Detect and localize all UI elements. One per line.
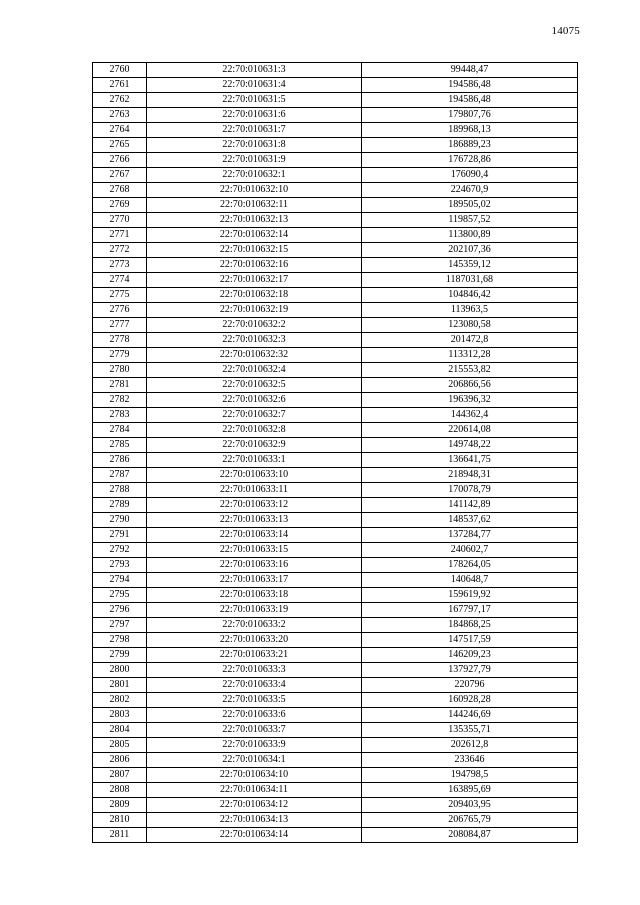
table-row (93, 408, 578, 423)
table-row (93, 393, 578, 408)
row-number-cell: 2784 (93, 423, 147, 438)
cadastral-value-cell: 240602,7 (362, 543, 578, 558)
row-number-cell: 2800 (93, 663, 147, 678)
cadastral-number-cell: 22:70:010632:10 (147, 183, 362, 198)
table-row (93, 498, 578, 513)
row-number-cell: 2769 (93, 198, 147, 213)
cadastral-value-cell: 145359,12 (362, 258, 578, 273)
cadastral-value-cell: 104846,42 (362, 288, 578, 303)
table-row (93, 303, 578, 318)
row-number-cell: 2811 (93, 828, 147, 843)
cadastral-value-cell: 178264,05 (362, 558, 578, 573)
cadastral-value-cell: 135355,71 (362, 723, 578, 738)
row-number-cell: 2776 (93, 303, 147, 318)
cadastral-value-cell: 201472,8 (362, 333, 578, 348)
cadastral-value-cell: 147517,59 (362, 633, 578, 648)
table-row (93, 93, 578, 108)
cadastral-value-cell: 144246,69 (362, 708, 578, 723)
row-number-cell: 2763 (93, 108, 147, 123)
table-row (93, 783, 578, 798)
row-number-cell: 2790 (93, 513, 147, 528)
cadastral-value-cell: 167797,17 (362, 603, 578, 618)
cadastral-value-cell: 189505,02 (362, 198, 578, 213)
row-number-cell: 2770 (93, 213, 147, 228)
cadastral-value-cell: 186889,23 (362, 138, 578, 153)
cadastral-value-cell: 215553,82 (362, 363, 578, 378)
cadastral-value-cell: 189968,13 (362, 123, 578, 138)
cadastral-value-cell: 176090,4 (362, 168, 578, 183)
table-row (93, 453, 578, 468)
table-row (93, 738, 578, 753)
cadastral-value-cell: 113312,28 (362, 348, 578, 363)
table-row (93, 828, 578, 843)
row-number-cell: 2761 (93, 78, 147, 93)
cadastral-number-cell: 22:70:010632:1 (147, 168, 362, 183)
cadastral-value-cell: 140648,7 (362, 573, 578, 588)
row-number-cell: 2773 (93, 258, 147, 273)
table-row (93, 573, 578, 588)
table-row (93, 273, 578, 288)
cadastral-value-cell: 159619,92 (362, 588, 578, 603)
table-row (93, 288, 578, 303)
table-row (93, 588, 578, 603)
cadastral-number-cell: 22:70:010633:15 (147, 543, 362, 558)
cadastral-number-cell: 22:70:010633:3 (147, 663, 362, 678)
cadastral-number-cell: 22:70:010632:15 (147, 243, 362, 258)
cadastral-number-cell: 22:70:010632:13 (147, 213, 362, 228)
row-number-cell: 2772 (93, 243, 147, 258)
row-number-cell: 2809 (93, 798, 147, 813)
cadastral-number-cell: 22:70:010631:4 (147, 78, 362, 93)
cadastral-number-cell: 22:70:010631:8 (147, 138, 362, 153)
row-number-cell: 2808 (93, 783, 147, 798)
table-row (93, 183, 578, 198)
cadastral-number-cell: 22:70:010632:7 (147, 408, 362, 423)
row-number-cell: 2771 (93, 228, 147, 243)
row-number-cell: 2793 (93, 558, 147, 573)
cadastral-number-cell: 22:70:010633:1 (147, 453, 362, 468)
table-row (93, 153, 578, 168)
row-number-cell: 2768 (93, 183, 147, 198)
table-row (93, 723, 578, 738)
table-row (93, 438, 578, 453)
row-number-cell: 2766 (93, 153, 147, 168)
cadastral-value-cell: 194586,48 (362, 78, 578, 93)
row-number-cell: 2797 (93, 618, 147, 633)
cadastral-value-cell: 141142,89 (362, 498, 578, 513)
cadastral-number-cell: 22:70:010634:10 (147, 768, 362, 783)
row-number-cell: 2778 (93, 333, 147, 348)
cadastral-number-cell: 22:70:010631:3 (147, 63, 362, 78)
cadastral-value-cell: 137284,77 (362, 528, 578, 543)
table-row (93, 468, 578, 483)
row-number-cell: 2765 (93, 138, 147, 153)
row-number-cell: 2777 (93, 318, 147, 333)
cadastral-value-cell: 170078,79 (362, 483, 578, 498)
cadastral-value-cell: 113800,89 (362, 228, 578, 243)
table-row (93, 558, 578, 573)
cadastral-value-cell: 218948,31 (362, 468, 578, 483)
cadastral-number-cell: 22:70:010632:4 (147, 363, 362, 378)
table-row (93, 243, 578, 258)
cadastral-value-cell: 119857,52 (362, 213, 578, 228)
cadastral-number-cell: 22:70:010633:16 (147, 558, 362, 573)
cadastral-value-table (92, 62, 578, 843)
cadastral-number-cell: 22:70:010633:13 (147, 513, 362, 528)
cadastral-number-cell: 22:70:010631:5 (147, 93, 362, 108)
table-row (93, 258, 578, 273)
cadastral-number-cell: 22:70:010634:1 (147, 753, 362, 768)
row-number-cell: 2786 (93, 453, 147, 468)
cadastral-value-cell: 220796 (362, 678, 578, 693)
cadastral-number-cell: 22:70:010631:9 (147, 153, 362, 168)
table-row (93, 633, 578, 648)
table-row (93, 768, 578, 783)
table-row (93, 813, 578, 828)
cadastral-value-cell: 202107,36 (362, 243, 578, 258)
cadastral-value-cell: 194586,48 (362, 93, 578, 108)
table-row (93, 528, 578, 543)
cadastral-number-cell: 22:70:010632:5 (147, 378, 362, 393)
table-row (93, 798, 578, 813)
table-row (93, 603, 578, 618)
cadastral-number-cell: 22:70:010633:9 (147, 738, 362, 753)
table-row (93, 423, 578, 438)
cadastral-number-cell: 22:70:010633:18 (147, 588, 362, 603)
table-row (93, 513, 578, 528)
cadastral-value-cell: 206765,79 (362, 813, 578, 828)
row-number-cell: 2807 (93, 768, 147, 783)
cadastral-value-cell: 137927,79 (362, 663, 578, 678)
table-row (93, 663, 578, 678)
table-row (93, 168, 578, 183)
cadastral-number-cell: 22:70:010633:6 (147, 708, 362, 723)
cadastral-value-cell: 206866,56 (362, 378, 578, 393)
cadastral-value-cell: 113963,5 (362, 303, 578, 318)
row-number-cell: 2791 (93, 528, 147, 543)
row-number-cell: 2767 (93, 168, 147, 183)
table-row (93, 648, 578, 663)
table-row (93, 63, 578, 78)
cadastral-number-cell: 22:70:010633:11 (147, 483, 362, 498)
row-number-cell: 2803 (93, 708, 147, 723)
row-number-cell: 2788 (93, 483, 147, 498)
cadastral-value-cell: 194798,5 (362, 768, 578, 783)
cadastral-number-cell: 22:70:010632:6 (147, 393, 362, 408)
cadastral-number-cell: 22:70:010632:9 (147, 438, 362, 453)
row-number-cell: 2775 (93, 288, 147, 303)
table-row (93, 708, 578, 723)
row-number-cell: 2798 (93, 633, 147, 648)
cadastral-value-cell: 99448,47 (362, 63, 578, 78)
row-number-cell: 2789 (93, 498, 147, 513)
row-number-cell: 2785 (93, 438, 147, 453)
row-number-cell: 2762 (93, 93, 147, 108)
cadastral-number-cell: 22:70:010632:11 (147, 198, 362, 213)
cadastral-value-cell: 184868,25 (362, 618, 578, 633)
table-row (93, 198, 578, 213)
table-row (93, 228, 578, 243)
cadastral-number-cell: 22:70:010632:8 (147, 423, 362, 438)
cadastral-value-cell: 1187031,68 (362, 273, 578, 288)
table-row (93, 543, 578, 558)
cadastral-value-cell: 148537,62 (362, 513, 578, 528)
cadastral-number-cell: 22:70:010632:18 (147, 288, 362, 303)
cadastral-value-cell: 176728,86 (362, 153, 578, 168)
cadastral-number-cell: 22:70:010632:32 (147, 348, 362, 363)
row-number-cell: 2780 (93, 363, 147, 378)
row-number-cell: 2779 (93, 348, 147, 363)
cadastral-number-cell: 22:70:010633:2 (147, 618, 362, 633)
table-row (93, 138, 578, 153)
table-row (93, 678, 578, 693)
cadastral-number-cell: 22:70:010633:17 (147, 573, 362, 588)
row-number-cell: 2774 (93, 273, 147, 288)
row-number-cell: 2806 (93, 753, 147, 768)
cadastral-number-cell: 22:70:010633:4 (147, 678, 362, 693)
row-number-cell: 2795 (93, 588, 147, 603)
table-row (93, 318, 578, 333)
cadastral-number-cell: 22:70:010632:14 (147, 228, 362, 243)
table-row (93, 693, 578, 708)
cadastral-value-cell: 179807,76 (362, 108, 578, 123)
cadastral-value-cell: 144362,4 (362, 408, 578, 423)
row-number-cell: 2804 (93, 723, 147, 738)
table-row (93, 483, 578, 498)
cadastral-number-cell: 22:70:010633:14 (147, 528, 362, 543)
cadastral-number-cell: 22:70:010633:21 (147, 648, 362, 663)
cadastral-value-cell: 136641,75 (362, 453, 578, 468)
cadastral-number-cell: 22:70:010633:20 (147, 633, 362, 648)
cadastral-number-cell: 22:70:010634:12 (147, 798, 362, 813)
row-number-cell: 2781 (93, 378, 147, 393)
table-row (93, 363, 578, 378)
cadastral-value-cell: 202612,8 (362, 738, 578, 753)
row-number-cell: 2792 (93, 543, 147, 558)
cadastral-value-cell: 163895,69 (362, 783, 578, 798)
cadastral-number-cell: 22:70:010634:11 (147, 783, 362, 798)
cadastral-number-cell: 22:70:010633:5 (147, 693, 362, 708)
cadastral-value-cell: 224670,9 (362, 183, 578, 198)
cadastral-value-cell: 233646 (362, 753, 578, 768)
cadastral-number-cell: 22:70:010632:2 (147, 318, 362, 333)
cadastral-number-cell: 22:70:010633:19 (147, 603, 362, 618)
table-row (93, 123, 578, 138)
table-row (93, 348, 578, 363)
row-number-cell: 2801 (93, 678, 147, 693)
cadastral-value-cell: 149748,22 (362, 438, 578, 453)
cadastral-value-cell: 208084,87 (362, 828, 578, 843)
row-number-cell: 2802 (93, 693, 147, 708)
table-row (93, 333, 578, 348)
row-number-cell: 2810 (93, 813, 147, 828)
table-row (93, 753, 578, 768)
table-body (93, 63, 578, 843)
cadastral-number-cell: 22:70:010633:12 (147, 498, 362, 513)
row-number-cell: 2787 (93, 468, 147, 483)
cadastral-value-cell: 196396,32 (362, 393, 578, 408)
row-number-cell: 2805 (93, 738, 147, 753)
row-number-cell: 2760 (93, 63, 147, 78)
table-row (93, 618, 578, 633)
cadastral-number-cell: 22:70:010631:6 (147, 108, 362, 123)
cadastral-number-cell: 22:70:010632:17 (147, 273, 362, 288)
row-number-cell: 2783 (93, 408, 147, 423)
cadastral-number-cell: 22:70:010634:13 (147, 813, 362, 828)
table-row (93, 378, 578, 393)
row-number-cell: 2782 (93, 393, 147, 408)
cadastral-number-cell: 22:70:010634:14 (147, 828, 362, 843)
cadastral-number-cell: 22:70:010632:3 (147, 333, 362, 348)
cadastral-number-cell: 22:70:010632:16 (147, 258, 362, 273)
cadastral-value-cell: 146209,23 (362, 648, 578, 663)
cadastral-value-cell: 209403,95 (362, 798, 578, 813)
cadastral-number-cell: 22:70:010631:7 (147, 123, 362, 138)
cadastral-number-cell: 22:70:010632:19 (147, 303, 362, 318)
table-row (93, 108, 578, 123)
cadastral-number-cell: 22:70:010633:7 (147, 723, 362, 738)
cadastral-number-cell: 22:70:010633:10 (147, 468, 362, 483)
row-number-cell: 2794 (93, 573, 147, 588)
cadastral-value-cell: 220614,08 (362, 423, 578, 438)
cadastral-value-cell: 123080,58 (362, 318, 578, 333)
row-number-cell: 2799 (93, 648, 147, 663)
table-row (93, 213, 578, 228)
cadastral-value-cell: 160928,28 (362, 693, 578, 708)
table-row (93, 78, 578, 93)
page-number: 14075 (551, 25, 580, 37)
row-number-cell: 2796 (93, 603, 147, 618)
row-number-cell: 2764 (93, 123, 147, 138)
